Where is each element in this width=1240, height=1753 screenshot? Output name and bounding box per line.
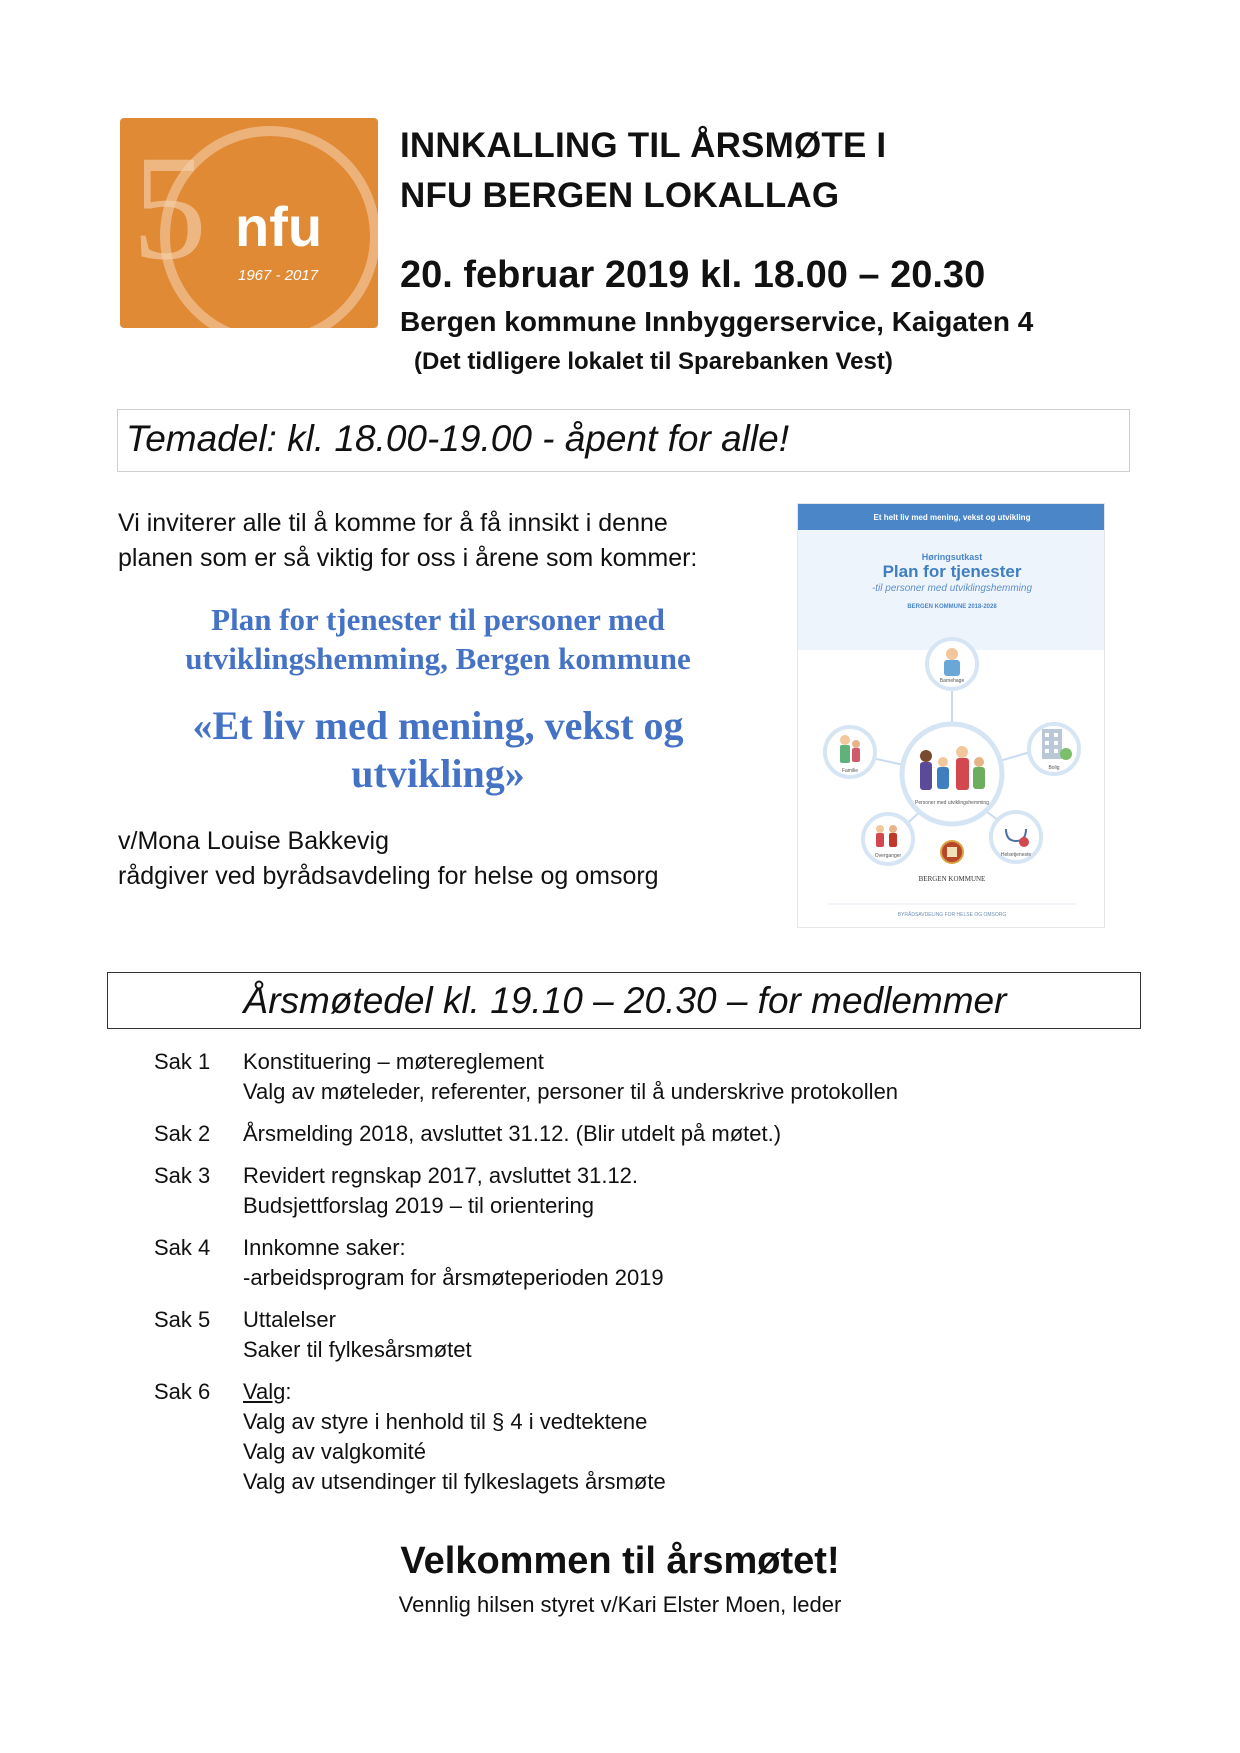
cover-node-right-label: Bolig: [1048, 765, 1060, 771]
plan-cover-image: [797, 503, 1105, 928]
logo-years: 1967 - 2017: [238, 267, 319, 284]
agenda-label: Sak 3: [154, 1163, 211, 1188]
cover-node-bottom-right: [991, 812, 1041, 862]
intro-line-2: planen som er så viktig for oss i årene som kommer:: [118, 544, 698, 572]
cover-node-bottom-left-label: Overganger: [874, 853, 902, 859]
title-line-2: NFU BERGEN LOKALLAG: [400, 176, 840, 215]
agenda-item: [154, 1305, 1054, 1365]
plan-title-line-1: Plan for tjenester til personer med: [211, 602, 665, 637]
plan-quote: [118, 702, 758, 798]
cover-node-center-label: Personer med utviklingshemming: [915, 800, 989, 806]
cover-banner-text: Et helt liv med mening, vekst og utvikling: [873, 513, 1031, 522]
signature: Vennlig hilsen styret v/Kari Elster Moen, leder: [398, 1592, 842, 1617]
logo-graphic: [120, 118, 378, 328]
cover-node-left-label: Familie: [841, 768, 859, 774]
meeting-heading: Årsmøtedel kl. 19.10 – 20.30 – for medlemmer: [243, 980, 1007, 1021]
cover-title: Plan for tjenester: [882, 562, 1022, 581]
address-note: (Det tidligere lokalet til Sparebanken Vest): [414, 348, 893, 375]
cover-node-right: [1029, 724, 1079, 774]
agenda: [154, 1047, 1054, 1499]
agenda-label: Sak 2: [154, 1121, 211, 1146]
agenda-line: Konstituering – møtereglement: [243, 1049, 544, 1074]
agenda-item: [154, 1047, 1054, 1107]
cover-footer: BYRÅDSAVDELING FOR HELSE OG OMSORG: [897, 912, 1007, 918]
nfu-50-logo: [120, 118, 378, 328]
cover-node-bottom-left: [863, 814, 913, 864]
welcome-text: Velkommen til årsmøtet!: [400, 1540, 840, 1582]
cover-org-years: BERGEN KOMMUNE 2018-2028: [907, 604, 997, 610]
agenda-line: Valg av møteleder, referenter, personer til å underskrive protokollen: [243, 1079, 899, 1104]
agenda-item: [154, 1161, 1054, 1221]
agenda-line: Innkomne saker:: [243, 1235, 406, 1260]
cover-graphic: [798, 504, 1105, 928]
plan-title-line-2: utviklingshemming, Bergen kommune: [185, 641, 691, 676]
agenda-line: Valg av valgkomité: [243, 1439, 427, 1464]
agenda-valg-heading: [243, 1377, 292, 1408]
cover-subtitle: -til personer med utviklingshemming: [871, 583, 1033, 594]
cover-node-top-label: Barnehage: [939, 678, 965, 684]
speaker-role: rådgiver ved byrådsavdeling for helse og omsorg: [118, 862, 659, 890]
agenda-item: [154, 1233, 1054, 1293]
cover-node-bottom-right-label: Helsetjeneste: [1000, 852, 1032, 858]
logo-number: 5: [132, 125, 207, 291]
agenda-item: [154, 1119, 1054, 1161]
title-line-1: INNKALLING TIL ÅRSMØTE I: [400, 126, 887, 165]
logo-brand: nfu: [235, 195, 323, 258]
agenda-line: Årsmelding 2018, avsluttet 31.12. (Blir utdelt på møtet.): [243, 1121, 782, 1146]
agenda-label: Sak 4: [154, 1235, 211, 1260]
agenda-line: Budsjettforslag 2019 – til orientering: [243, 1193, 594, 1218]
agenda-line: Saker til fylkesårsmøtet: [243, 1337, 472, 1362]
agenda-line: Uttalelser: [243, 1307, 336, 1332]
agenda-label: Sak 1: [154, 1049, 211, 1074]
valg-colon: :: [285, 1379, 292, 1404]
agenda-line: Valg av utsendinger til fylkeslagets årsmøte: [243, 1469, 666, 1494]
meeting-date: 20. februar 2019 kl. 18.00 – 20.30: [400, 254, 986, 296]
agenda-line: -arbeidsprogram for årsmøteperioden 2019: [243, 1265, 664, 1290]
theme-section-box: [117, 409, 1130, 472]
cover-crest-label: BERGEN KOMMUNE: [918, 875, 986, 883]
cover-node-center: [902, 724, 1002, 824]
meeting-address: Bergen kommune Innbyggerservice, Kaigaten 4: [400, 306, 1034, 337]
theme-heading: Temadel: kl. 18.00-19.00 - åpent for alle!: [126, 418, 789, 459]
quote-line-1: «Et liv med mening, vekst og: [192, 703, 684, 748]
agenda-label: Sak 6: [154, 1379, 211, 1404]
cover-node-left: [825, 727, 875, 777]
meeting-section-box: [107, 972, 1141, 1029]
intro-line-1: Vi inviterer alle til å komme for å få innsikt i denne: [118, 509, 668, 537]
agenda-label: Sak 5: [154, 1307, 211, 1332]
quote-line-2: utvikling»: [351, 751, 525, 796]
agenda-line: Revidert regnskap 2017, avsluttet 31.12.: [243, 1163, 639, 1188]
agenda-line: Valg av styre i henhold til § 4 i vedtektene: [243, 1409, 648, 1434]
agenda-item: [154, 1377, 1054, 1499]
cover-node-top: [927, 639, 977, 689]
plan-title: [118, 600, 758, 678]
cover-kicker: Høringsutkast: [921, 552, 983, 562]
speaker-name: v/Mona Louise Bakkevig: [118, 827, 389, 855]
valg-word: Valg: [243, 1379, 286, 1404]
